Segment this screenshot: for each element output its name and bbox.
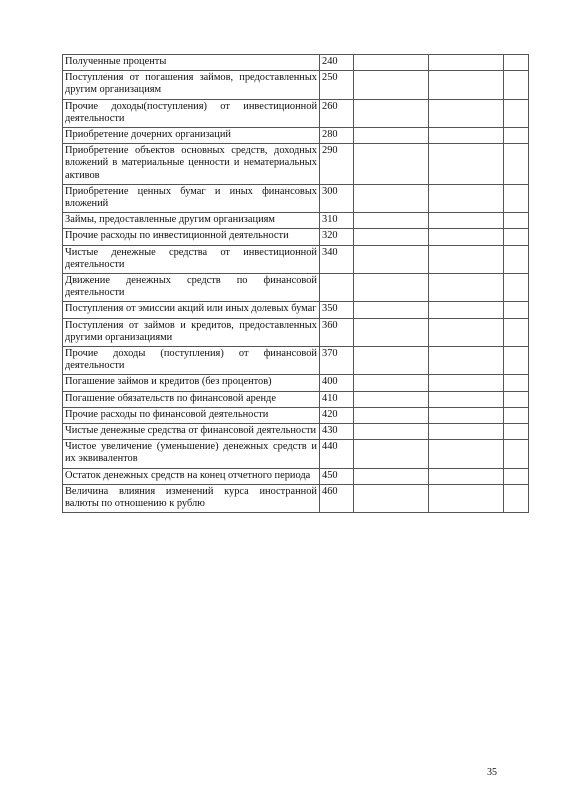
row-name-cell: Приобретение дочерних организаций <box>63 128 320 144</box>
row-value-cell <box>429 375 504 391</box>
row-value-cell <box>354 71 429 99</box>
row-value-cell <box>504 184 529 212</box>
table-row <box>63 302 529 318</box>
row-code-cell: 450 <box>320 468 354 484</box>
row-code-cell: 310 <box>320 213 354 229</box>
row-code-cell: 280 <box>320 128 354 144</box>
row-value-cell <box>504 347 529 375</box>
table-row <box>63 440 529 468</box>
row-value-cell <box>429 391 504 407</box>
row-value-cell <box>504 128 529 144</box>
row-value-cell <box>354 484 429 512</box>
row-name-cell: Остаток денежных средств на конец отчетного периода <box>63 468 320 484</box>
table-row <box>63 128 529 144</box>
row-name-cell: Погашение обязательств по финансовой аренде <box>63 391 320 407</box>
row-value-cell <box>429 347 504 375</box>
row-value-cell <box>429 99 504 127</box>
row-code-cell: 440 <box>320 440 354 468</box>
row-value-cell <box>504 302 529 318</box>
row-value-cell <box>354 184 429 212</box>
row-name-cell: Поступления от займов и кредитов, предоставленных другими организациями <box>63 318 320 346</box>
table-row <box>63 213 529 229</box>
table-row <box>63 71 529 99</box>
row-name-cell: Приобретение объектов основных средств, доходных вложений в материальные ценности и нематериальных активов <box>63 144 320 185</box>
row-value-cell <box>354 128 429 144</box>
row-value-cell <box>429 71 504 99</box>
row-name-cell: Поступления от погашения займов, предоставленных другим организациям <box>63 71 320 99</box>
row-name-cell: Чистые денежные средства от инвестиционной деятельности <box>63 245 320 273</box>
row-value-cell <box>354 318 429 346</box>
row-value-cell <box>504 229 529 245</box>
row-code-cell: 260 <box>320 99 354 127</box>
table-row <box>63 274 529 302</box>
row-value-cell <box>429 440 504 468</box>
row-code-cell <box>320 274 354 302</box>
row-value-cell <box>429 55 504 71</box>
row-value-cell <box>429 128 504 144</box>
table-row <box>63 407 529 423</box>
row-value-cell <box>504 318 529 346</box>
row-value-cell <box>429 274 504 302</box>
table-row <box>63 245 529 273</box>
row-name-cell: Прочие расходы по финансовой деятельности <box>63 407 320 423</box>
row-code-cell: 350 <box>320 302 354 318</box>
row-value-cell <box>504 213 529 229</box>
table-row <box>63 424 529 440</box>
row-name-cell: Займы, предоставленные другим организациям <box>63 213 320 229</box>
row-value-cell <box>504 99 529 127</box>
row-value-cell <box>354 407 429 423</box>
row-value-cell <box>429 484 504 512</box>
row-code-cell: 240 <box>320 55 354 71</box>
page-number: 35 <box>487 767 497 778</box>
row-value-cell <box>504 484 529 512</box>
row-value-cell <box>504 245 529 273</box>
row-code-cell: 400 <box>320 375 354 391</box>
row-name-cell: Величина влияния изменений курса иностранной валюты по отношению к рублю <box>63 484 320 512</box>
row-code-cell: 290 <box>320 144 354 185</box>
row-value-cell <box>429 184 504 212</box>
row-value-cell <box>354 55 429 71</box>
row-value-cell <box>429 318 504 346</box>
table-row <box>63 484 529 512</box>
row-value-cell <box>354 245 429 273</box>
row-name-cell: Чистые денежные средства от финансовой деятельности <box>63 424 320 440</box>
table-row <box>63 318 529 346</box>
row-value-cell <box>504 424 529 440</box>
row-value-cell <box>429 424 504 440</box>
table-row <box>63 391 529 407</box>
row-value-cell <box>504 274 529 302</box>
row-value-cell <box>504 468 529 484</box>
row-name-cell: Прочие расходы по инвестиционной деятельности <box>63 229 320 245</box>
cash-flow-table <box>62 54 529 513</box>
row-value-cell <box>354 468 429 484</box>
row-code-cell: 360 <box>320 318 354 346</box>
row-value-cell <box>504 55 529 71</box>
row-value-cell <box>354 302 429 318</box>
row-value-cell <box>354 347 429 375</box>
table-row <box>63 55 529 71</box>
row-value-cell <box>354 391 429 407</box>
row-name-cell: Прочие доходы (поступления) от финансовой деятельности <box>63 347 320 375</box>
row-value-cell <box>354 213 429 229</box>
row-code-cell: 340 <box>320 245 354 273</box>
row-value-cell <box>504 71 529 99</box>
table-row <box>63 184 529 212</box>
row-value-cell <box>504 440 529 468</box>
table-row <box>63 347 529 375</box>
table-row <box>63 468 529 484</box>
row-code-cell: 250 <box>320 71 354 99</box>
table-body <box>63 55 529 513</box>
row-value-cell <box>504 375 529 391</box>
table-row <box>63 144 529 185</box>
row-value-cell <box>429 302 504 318</box>
row-name-cell: Чистое увеличение (уменьшение) денежных средств и их эквивалентов <box>63 440 320 468</box>
row-value-cell <box>429 213 504 229</box>
row-code-cell: 300 <box>320 184 354 212</box>
row-code-cell: 410 <box>320 391 354 407</box>
row-name-cell: Поступления от эмиссии акций или иных долевых бумаг <box>63 302 320 318</box>
row-value-cell <box>429 144 504 185</box>
row-name-cell: Полученные проценты <box>63 55 320 71</box>
row-code-cell: 460 <box>320 484 354 512</box>
table-row <box>63 375 529 391</box>
row-value-cell <box>354 274 429 302</box>
row-value-cell <box>504 144 529 185</box>
row-value-cell <box>354 144 429 185</box>
row-value-cell <box>429 245 504 273</box>
row-value-cell <box>429 407 504 423</box>
row-value-cell <box>429 229 504 245</box>
row-value-cell <box>354 99 429 127</box>
row-code-cell: 420 <box>320 407 354 423</box>
row-value-cell <box>354 375 429 391</box>
row-name-cell: Приобретение ценных бумаг и иных финансовых вложений <box>63 184 320 212</box>
row-name-cell: Прочие доходы(поступления) от инвестиционной деятельности <box>63 99 320 127</box>
row-value-cell <box>354 229 429 245</box>
row-code-cell: 430 <box>320 424 354 440</box>
row-value-cell <box>354 440 429 468</box>
table-row <box>63 229 529 245</box>
table-row <box>63 99 529 127</box>
row-value-cell <box>504 391 529 407</box>
row-name-cell: Погашение займов и кредитов (без процентов) <box>63 375 320 391</box>
row-value-cell <box>429 468 504 484</box>
row-code-cell: 370 <box>320 347 354 375</box>
row-code-cell: 320 <box>320 229 354 245</box>
row-value-cell <box>354 424 429 440</box>
row-value-cell <box>504 407 529 423</box>
row-name-cell: Движение денежных средств по финансовой деятельности <box>63 274 320 302</box>
